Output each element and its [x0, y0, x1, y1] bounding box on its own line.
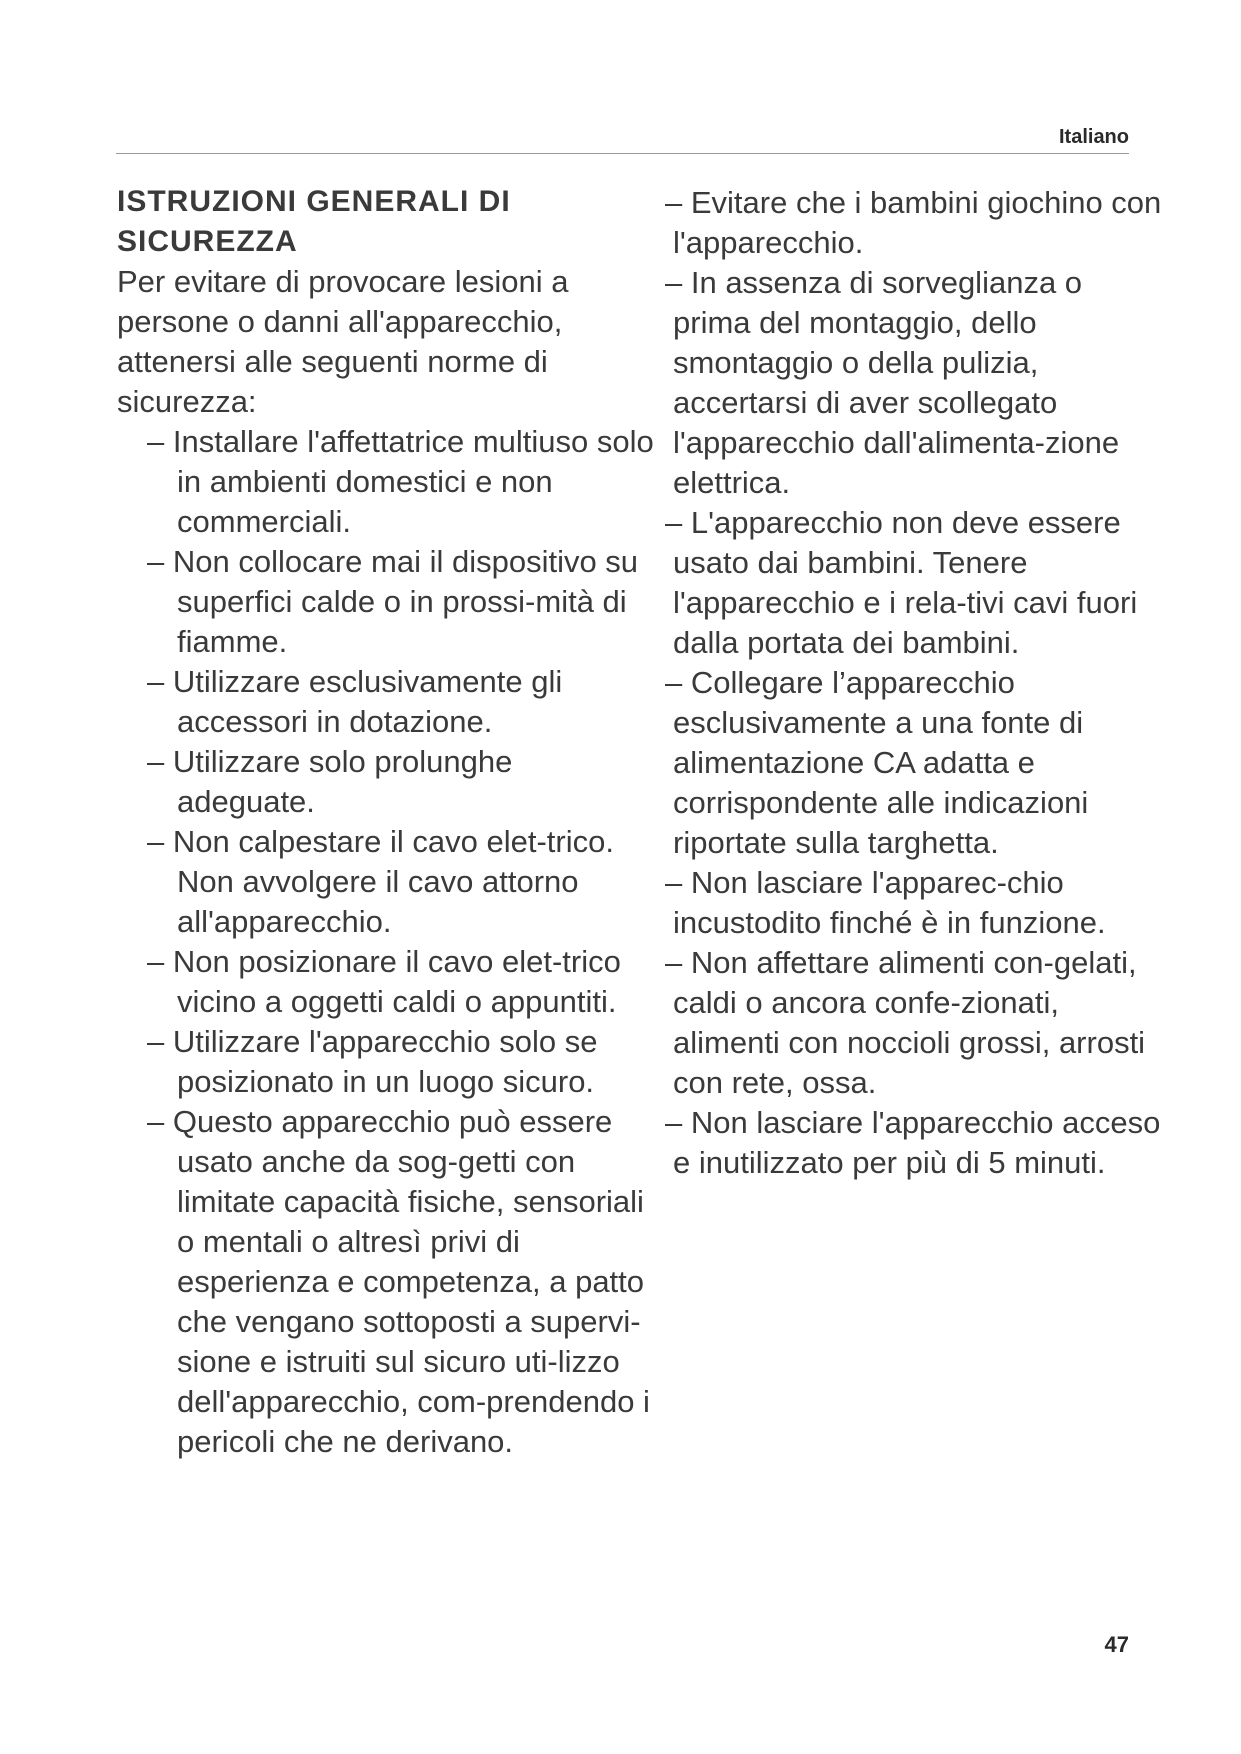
- list-item: – In assenza di sorveglianza o prima del montaggio, dello smontaggio o della pulizia, accertarsi di aver scollegato l'apparecchio dall'alimenta-zione elettrica.: [665, 265, 1120, 500]
- header-divider: [116, 153, 1129, 154]
- list-item: – L'apparecchio non deve essere usato dai bambini. Tenere l'apparecchio e i rela-tivi cavi fuori dalla portata dei bambini.: [665, 505, 1138, 660]
- left-safety-list: [117, 422, 657, 1462]
- left-column: [117, 182, 657, 1462]
- list-item: – Installare l'affettatrice multiuso solo in ambienti domestici e non commerciali.: [147, 424, 654, 539]
- section-title: ISTRUZIONI GENERALI DI SICUREZZA: [117, 185, 511, 258]
- right-column: [665, 183, 1165, 1183]
- page-number: 47: [1104, 1632, 1129, 1657]
- list-item: – Non collocare mai il dispositivo su superfici calde o in prossi-mità di fiamme.: [147, 544, 639, 659]
- list-item: – Collegare l’apparecchio esclusivamente a una fonte di alimentazione CA adatta e corrispondente alle indicazioni riportate sulla targhetta.: [665, 665, 1089, 860]
- list-item: – Utilizzare esclusivamente gli accessori in dotazione.: [147, 664, 563, 739]
- list-item: – Non posizionare il cavo elet-trico vicino a oggetti caldi o appuntiti.: [147, 944, 621, 1019]
- list-item: – Utilizzare solo prolunghe adeguate.: [147, 744, 513, 819]
- list-item: – Non calpestare il cavo elet-trico. Non avvolgere il cavo attorno all'apparecchio.: [147, 824, 614, 939]
- right-safety-list: [665, 183, 1165, 1183]
- language-label: Italiano: [1058, 126, 1129, 148]
- list-item: – Evitare che i bambini giochino con l'apparecchio.: [665, 185, 1162, 260]
- intro-paragraph: Per evitare di provocare lesioni a persone o danni all'apparecchio, attenersi alle seguenti norme di sicurezza:: [117, 264, 569, 419]
- list-item: – Utilizzare l'apparecchio solo se posizionato in un luogo sicuro.: [147, 1024, 598, 1099]
- list-item: – Non affettare alimenti con-gelati, caldi o ancora confe-zionati, alimenti con noccioli grossi, arrosti con rete, ossa.: [665, 945, 1146, 1100]
- list-item: – Non lasciare l'apparecchio acceso e inutilizzato per più di 5 minuti.: [665, 1105, 1161, 1180]
- list-item: – Non lasciare l'apparec-chio incustodito finché è in funzione.: [665, 865, 1106, 940]
- list-item: – Questo apparecchio può essere usato anche da sog-getti con limitate capacità fisiche, sensoriali o mentali o altresì privi di esperienza e competenza, a patto che vengano sottoposti a supervi-sione e istruiti sul sicuro uti-lizzo dell'apparecchio, com-prendendo i pericoli che ne derivano.: [147, 1104, 650, 1459]
